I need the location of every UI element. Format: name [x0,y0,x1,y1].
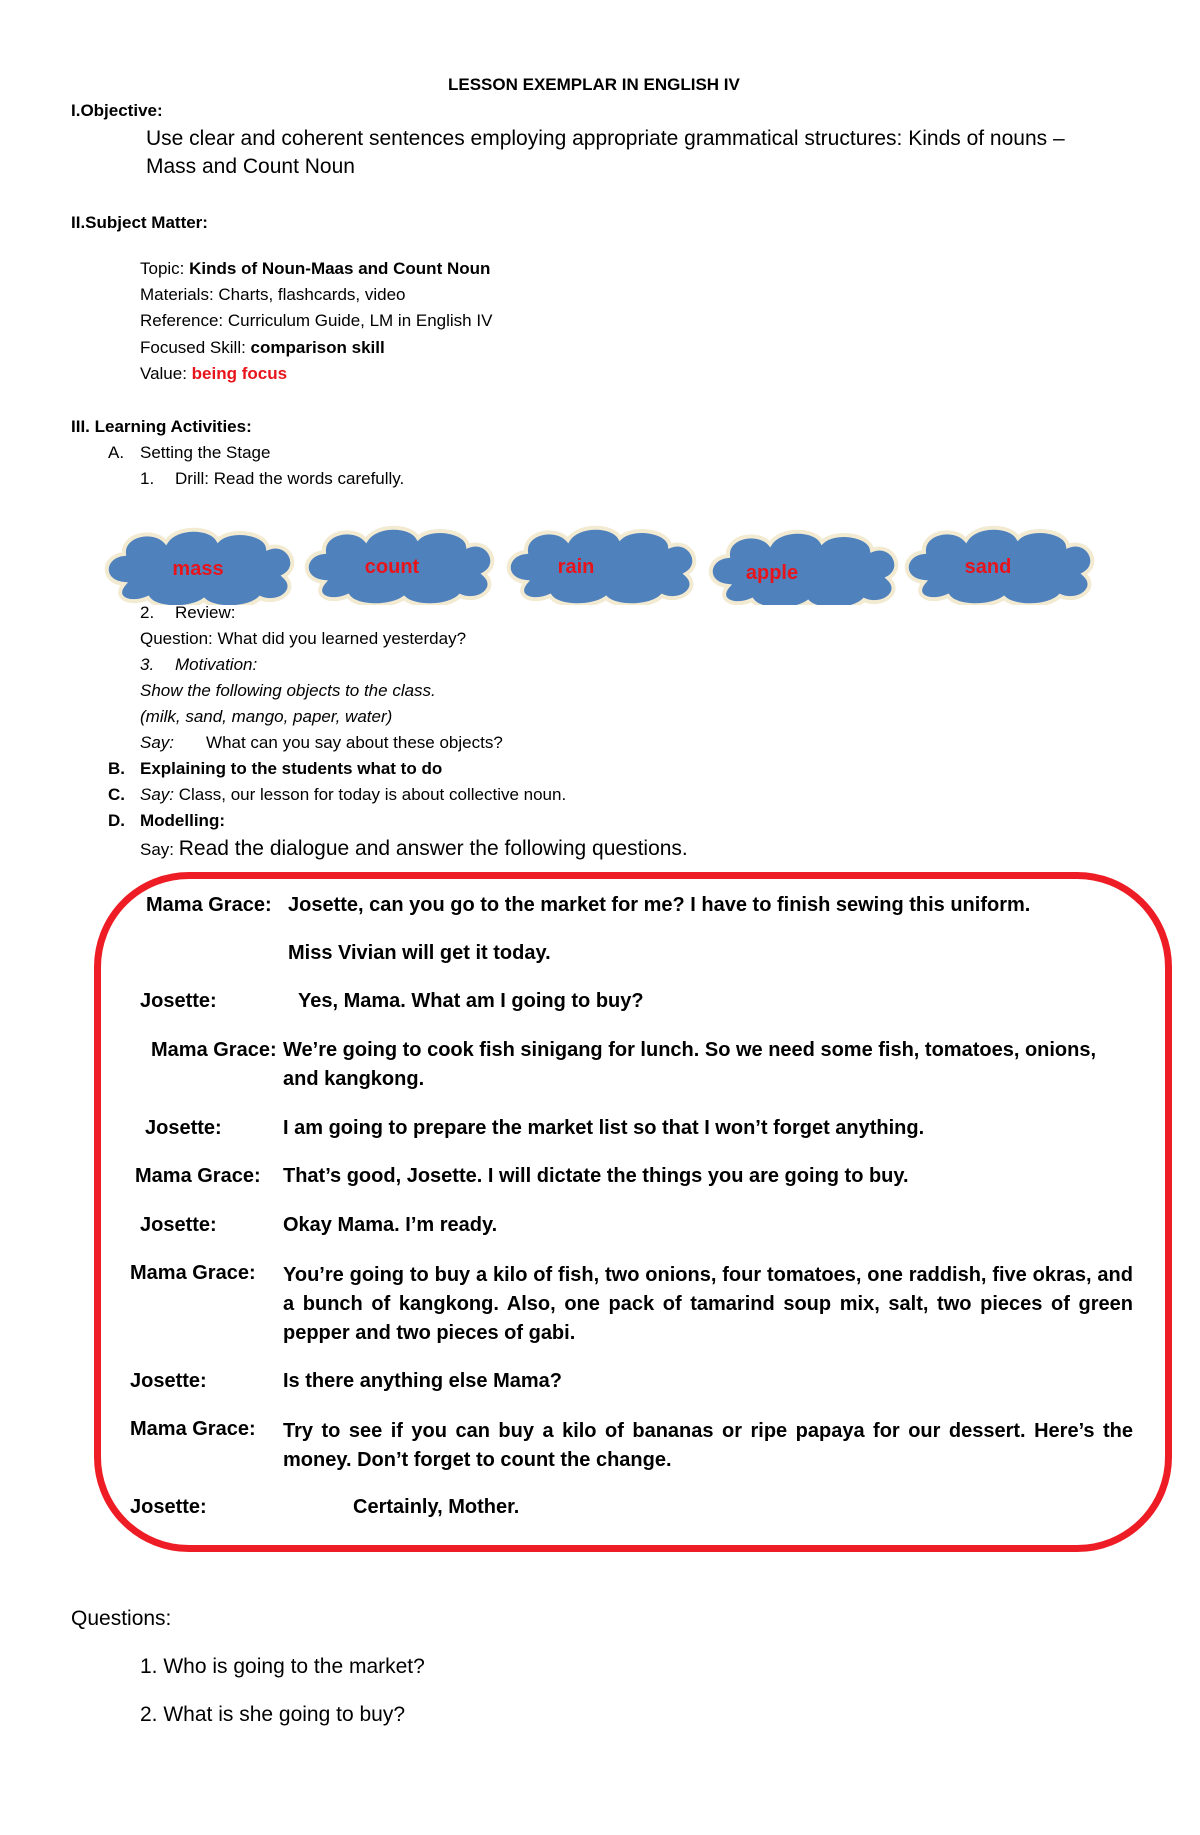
dialogue-speaker-1: Mama Grace: [146,894,272,916]
modelling-instruction [140,837,688,861]
objective-heading: I.Objective: [71,101,163,120]
modelling-say: Say: [140,840,179,859]
value-line [140,364,287,384]
focused-skill-line [140,338,385,358]
cloud-count [307,528,493,605]
review-marker: 2. [140,603,155,622]
dialogue-speaker-9: Mama Grace: [130,1418,256,1440]
cloud-mass [107,530,293,605]
dialogue-speaker-2: Josette: [140,990,217,1012]
dialogue-text-8: Is there anything else Mama? [283,1370,562,1392]
value-label: Value: [140,364,192,383]
cloud-word-rain: rain [557,556,595,578]
dialogue-text-3: We’re going to cook fish sinigang for lunch. So we need some fish, tomatoes, onions, [283,1039,1097,1061]
dialogue-text-5: That’s good, Josette. I will dictate the things you are going to buy. [283,1165,909,1187]
item-d-marker: D. [108,811,125,830]
cloud-word-apple: apple [745,562,799,584]
cloud-apple [711,532,897,605]
topic-label: Topic: [140,259,190,278]
say-label: Say: [140,733,175,752]
dialogue-speaker-3: Mama Grace: [151,1039,277,1061]
dialogue-speaker-4: Josette: [145,1117,222,1139]
cloud-rain [509,528,695,605]
cloud-sand [907,528,1093,605]
cloud-word-sand: sand [964,556,1012,578]
drill-marker: 1. [140,469,155,488]
show-objects-text: Show the following objects to the class. [140,681,436,700]
item-b-text: Explaining to the students what to do [140,759,443,778]
dialogue-speaker-8: Josette: [130,1370,207,1392]
dialogue-text-7: You’re going to buy a kilo of fish, two onions, four tomatoes, one raddish, five okras, and a bunch of kangkong. Also, one pack of tamarind soup mix, salt, two pieces of green pepper and two pieces of gabi. [283,1264,1133,1344]
question-text: What did you learned yesterday? [217,629,467,648]
item-c-say: Say: [140,785,175,804]
question-line [140,629,466,649]
motivation-text: Motivation: [175,655,258,674]
cloud-word-mass: mass [172,558,224,580]
subject-matter-heading: II.Subject Matter: [71,213,208,232]
dialogue-text-9: Try to see if you can buy a kilo of bananas or ripe papaya for our dessert. Here’s the money. Don’t forget to count the change. [283,1420,1133,1471]
cloud-word-count: count [364,556,420,578]
dialogue-speaker-6: Josette: [140,1214,217,1236]
question-2: 2. What is she going to buy? [140,1703,405,1726]
item-c-text: Class, our lesson for today is about collective noun. [174,785,567,804]
dialogue-text-3-cont: and kangkong. [283,1068,425,1090]
item-a-text: Setting the Stage [140,443,271,462]
activities-heading: III. Learning Activities: [71,417,252,436]
dialogue-speaker-10: Josette: [130,1496,207,1518]
skill-label: Focused Skill: [140,338,251,357]
materials-line: Materials: Charts, flashcards, video [140,285,406,304]
skill-value: comparison skill [250,338,385,357]
document-title: LESSON EXEMPLAR IN ENGLISH IV [448,75,740,94]
review-text: Review: [175,603,236,622]
item-c-marker: C. [108,785,125,804]
objects-list: (milk, sand, mango, paper, water) [140,707,393,726]
objective-line-2: Mass and Count Noun [146,155,355,178]
dialogue-text-1-cont: Miss Vivian will get it today. [288,942,551,964]
question-1: 1. Who is going to the market? [140,1655,425,1678]
topic-value: Kinds of Noun-Maas and Count Noun [189,259,491,278]
topic-line [140,259,490,279]
modelling-instruction-text: Read the dialogue and answer the following questions. [178,837,688,860]
item-d-text: Modelling: [140,811,225,830]
drill-word-clouds [100,520,1100,605]
questions-heading: Questions: [71,1607,172,1630]
dialogue-text-4: I am going to prepare the market list so that I won’t forget anything. [283,1117,925,1139]
item-a-marker: A. [108,443,125,462]
question-label: Question: [140,629,218,648]
objective-line-1: Use clear and coherent sentences employing appropriate grammatical structures: Kinds of nouns – [146,127,1065,150]
dialogue-text-6: Okay Mama. I’m ready. [283,1214,498,1236]
reference-line: Reference: Curriculum Guide, LM in English IV [140,311,493,330]
item-b-marker: B. [108,759,125,778]
dialogue-text-10: Certainly, Mother. [353,1496,520,1518]
dialogue-text-1: Josette, can you go to the market for me? I have to finish sewing this uniform. [288,894,1031,916]
motivation-marker: 3. [140,655,155,674]
say-text: What can you say about these objects? [206,733,503,752]
drill-text: Drill: Read the words carefully. [175,469,405,488]
say-line [140,733,503,753]
dialogue-speaker-5: Mama Grace: [135,1165,261,1187]
value-value: being focus [191,364,288,383]
item-c-line [140,785,566,805]
dialogue-text-2: Yes, Mama. What am I going to buy? [298,990,644,1012]
dialogue-speaker-7: Mama Grace: [130,1262,256,1284]
